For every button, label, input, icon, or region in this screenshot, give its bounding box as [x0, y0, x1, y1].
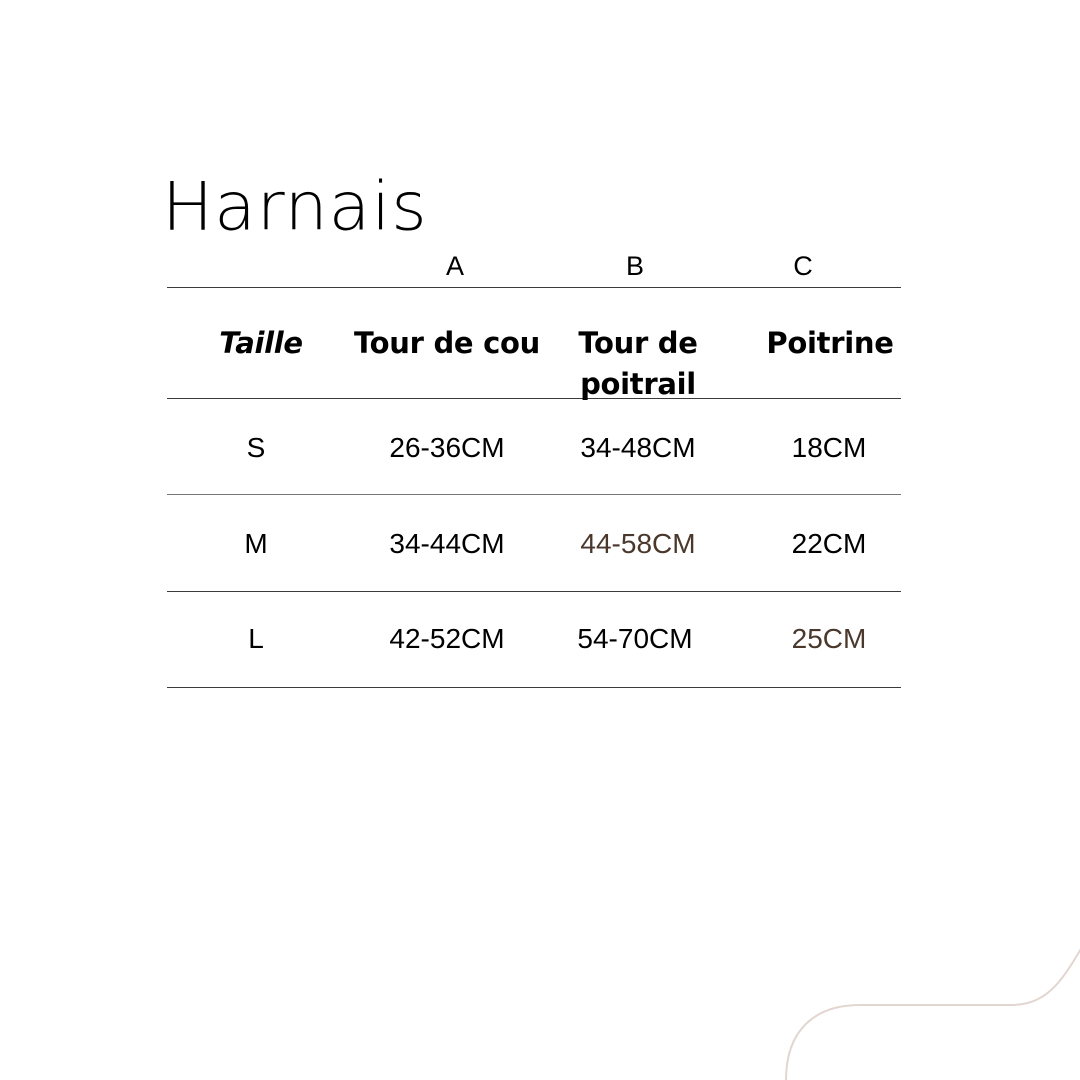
header-bust: Poitrine	[766, 326, 894, 360]
cell-bust: 22CM	[791, 528, 867, 559]
cell-chest: 34-48CM	[580, 432, 696, 463]
cell-neck: 42-52CM	[389, 623, 505, 654]
cell-bust: 18CM	[791, 432, 867, 463]
table-rule-bottom	[167, 687, 901, 688]
column-letter-a: A	[445, 251, 464, 281]
cell-chest: 54-70CM	[577, 623, 693, 654]
page-title: Harnais	[162, 168, 428, 247]
header-size: Taille	[219, 326, 303, 360]
column-letter-c: C	[793, 251, 813, 281]
table-rule-row-m	[167, 591, 901, 592]
cell-size: L	[248, 623, 264, 654]
header-chest-line1: Tour de	[578, 326, 698, 360]
header-neck: Tour de cou	[354, 326, 540, 360]
cell-size: M	[244, 528, 268, 559]
cell-size: S	[246, 432, 266, 463]
cell-bust: 25CM	[791, 623, 867, 654]
cell-chest: 44-58CM	[580, 528, 696, 559]
cell-neck: 34-44CM	[389, 528, 505, 559]
header-chest-line2: poitrail	[580, 367, 696, 401]
column-letter-b: B	[625, 251, 644, 281]
cell-neck: 26-36CM	[389, 432, 505, 463]
table-rule-top	[167, 287, 901, 288]
table-rule-row-s	[167, 494, 901, 495]
table-rule-header	[167, 398, 901, 399]
